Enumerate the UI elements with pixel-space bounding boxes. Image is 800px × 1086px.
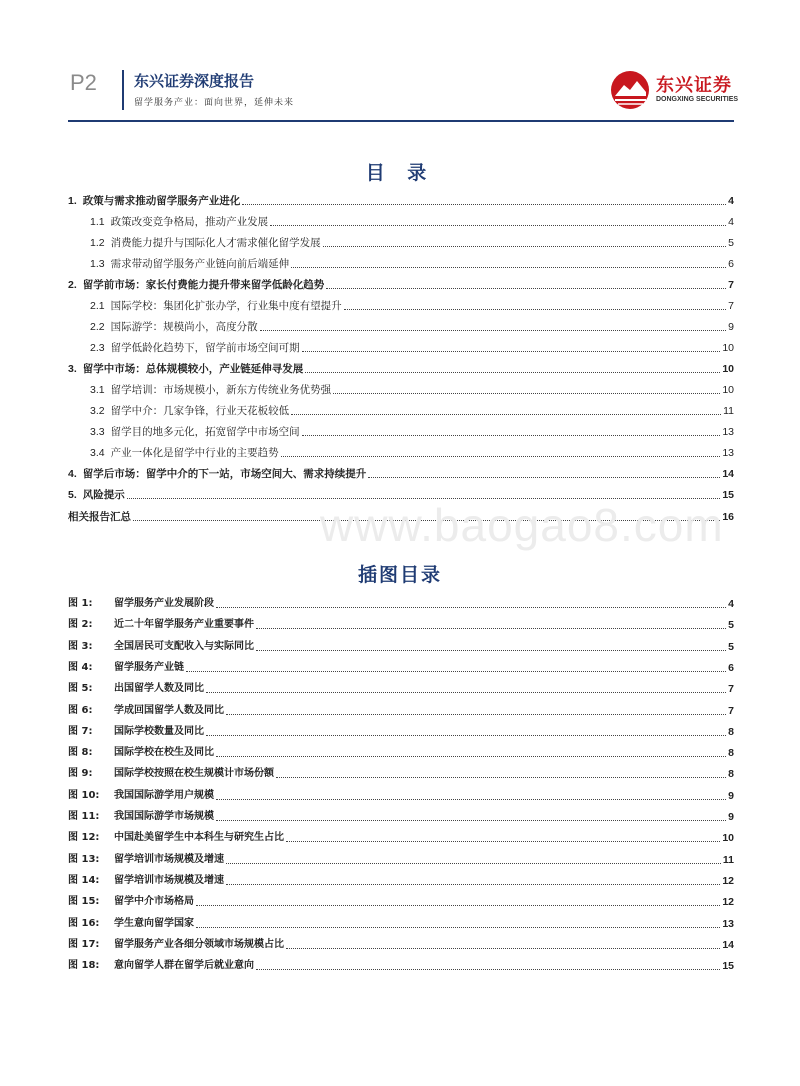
figure-item[interactable] [68,955,734,973]
figure-page: 7 [728,704,734,717]
dot-leader [226,714,726,715]
figure-page: 9 [728,789,734,802]
toc-item-number: 1.1 [90,216,105,228]
toc-item-text: 留学后市场：留学中介的下一站，市场空间大、需求持续提升 [82,468,367,480]
toc-item-text: 国际游学：规模尚小，高度分散 [110,321,258,333]
toc-item[interactable] [90,379,734,397]
toc-item-number: 3.1 [90,384,105,396]
dot-leader [323,246,727,247]
figure-number: 图 4: [68,661,93,673]
toc-item-number: 1.2 [90,237,105,249]
toc-item-label [68,362,303,376]
figure-page: 12 [722,874,734,887]
toc-item-number: 3.2 [90,405,105,417]
toc-item-label [90,299,342,313]
figure-item-label [68,810,214,824]
toc-item-number: 2.3 [90,342,105,354]
toc-item-number: 1.3 [90,258,105,270]
toc-item-number: 1. [68,195,77,207]
figure-item-label [68,640,254,654]
page-header [0,0,800,125]
figure-page: 12 [722,896,734,909]
toc-title: 目 录 [365,162,435,184]
figure-caption: 留学培训市场规模及增速 [114,874,224,886]
toc-item[interactable] [68,274,734,292]
toc-item-page: 13 [722,426,734,438]
toc-item-label [68,488,125,502]
company-logo [610,68,740,114]
toc-item-text: 留学中介：几家争锋，行业天花板较低 [110,405,290,417]
toc-item-page: 5 [728,237,734,249]
toc-item[interactable] [90,295,734,313]
figure-item-label [68,746,214,760]
dot-leader [276,777,726,778]
toc-item[interactable] [90,442,734,460]
toc-item[interactable] [90,400,734,418]
figure-caption: 留学服务产业各细分领域市场规模占比 [114,938,284,950]
dot-leader [302,351,721,352]
toc-item-page: 4 [728,195,734,207]
figure-item[interactable] [68,849,734,867]
figure-item-label [68,895,194,909]
toc-item[interactable] [90,253,734,271]
figure-item-label [68,767,274,781]
figure-number: 图 18: [68,960,100,972]
report-title: 东兴证券深度报告 [134,72,255,90]
toc-item-page: 11 [723,405,734,417]
toc-item-number: 3.4 [90,447,105,459]
figure-item[interactable] [68,827,734,845]
dot-leader [196,927,720,928]
toc-item-text: 需求带动留学服务产业链向前后端延伸 [110,258,290,270]
dot-leader [242,204,726,205]
figure-caption: 国际学校在校生及同比 [114,747,214,759]
toc-item-label [68,278,324,292]
dot-leader [368,477,720,478]
toc-item[interactable] [68,463,734,481]
figure-caption: 出国留学人数及同比 [114,683,204,695]
figure-number: 图 13: [68,853,100,865]
figure-number: 图 9: [68,768,93,780]
figure-number: 图 10: [68,789,100,801]
figure-page: 4 [728,598,734,610]
figure-number: 图 12: [68,832,100,844]
dot-leader [216,607,726,608]
figure-number: 图 7: [68,725,93,737]
figure-item[interactable] [68,806,734,824]
figure-caption: 留学培训市场规模及增速 [114,853,224,865]
toc-item[interactable] [90,337,734,355]
figure-page: 8 [728,768,734,781]
toc-item-text: 消费能力提升与国际化人才需求催化留学发展 [110,237,321,249]
toc-item-text: 政策改变竞争格局，推动产业发展 [110,216,269,228]
toc-item[interactable] [90,211,734,229]
toc-item-number: 2.1 [90,300,105,312]
figure-item-label [68,661,184,675]
toc-item-page: 16 [722,511,734,523]
toc-item-text: 政策与需求推动留学服务产业进化 [82,195,241,207]
toc-item-label [68,510,131,524]
toc-item-page: 6 [728,258,734,270]
toc-item-page: 13 [722,447,734,459]
figure-item[interactable] [68,785,734,803]
figure-caption: 意向留学人群在留学后就业意向 [114,960,254,972]
dot-leader [291,267,726,268]
toc-item-number: 5. [68,489,77,501]
figure-list-title: 插图目录 [357,564,442,586]
toc-item-text: 留学低龄化趋势下，留学前市场空间可期 [110,342,300,354]
figure-number: 图 15: [68,896,100,908]
figure-item-label [68,789,214,803]
figure-caption: 我国国际游学用户规模 [114,789,214,801]
toc-item-text: 留学前市场：家长付费能力提升带来留学低龄化趋势 [82,279,325,291]
figure-item[interactable] [68,721,734,739]
header-divider [122,70,124,110]
dot-leader [216,756,726,757]
toc-item-number: 3.3 [90,426,105,438]
figure-item-label [68,874,224,888]
dot-leader [270,225,726,226]
toc-item-label [68,194,240,208]
figure-caption: 留学服务产业链 [114,661,184,673]
toc-item-label [90,404,289,418]
figure-item-label [68,853,224,867]
figure-item[interactable] [68,891,734,909]
dot-leader [196,905,720,906]
figure-item-label [68,938,284,952]
dot-leader [206,692,726,693]
dot-leader [256,628,726,629]
watermark: www.baogao8.com [320,499,724,551]
figure-caption: 学成回国留学人数及同比 [114,704,224,716]
figure-item[interactable] [68,657,734,675]
figure-item[interactable] [68,636,734,654]
figure-page: 13 [722,917,734,930]
toc-item-label [90,341,300,355]
figure-page: 14 [722,938,734,951]
dot-leader [256,650,726,651]
figure-item-label [68,725,204,739]
figure-item[interactable] [68,614,734,632]
dot-leader [333,393,720,394]
toc-item-label [68,467,366,481]
logo-mark-icon [610,70,650,110]
toc-item[interactable] [90,232,734,250]
toc-item-label [90,320,258,334]
toc-item-page: 10 [722,363,734,375]
dot-leader [291,414,721,415]
dot-leader [281,456,721,457]
dot-leader [305,372,720,373]
header-rule [68,120,734,122]
toc-item[interactable] [68,190,734,208]
figure-caption: 中国赴美留学生中本科生与研究生占比 [114,832,284,844]
toc-item-page: 14 [722,468,734,480]
dot-leader [286,948,720,949]
figure-number: 图 2: [68,619,93,631]
figure-caption: 我国国际游学市场规模 [114,811,214,822]
toc-item-label [90,215,268,229]
toc-item-page: 7 [728,300,734,312]
figure-item[interactable] [68,763,734,781]
figure-item-label [68,682,204,696]
report-subtitle: 留学服务产业：面向世界，延伸未来 [134,98,295,108]
toc-item-page: 4 [728,216,734,228]
figure-page: 11 [722,853,734,866]
figure-number: 图 14: [68,874,100,886]
figure-item[interactable] [68,913,734,931]
toc-item-text: 相关报告汇总 [68,511,131,523]
figure-item-label [68,597,214,611]
toc-item-page: 9 [728,321,734,333]
figure-caption: 近二十年留学服务产业重要事件 [114,619,254,631]
toc-item-page: 10 [722,342,734,354]
toc-item-text: 留学目的地多元化，拓宽留学中市场空间 [110,426,300,438]
figure-item[interactable] [68,678,734,696]
toc-item-label [90,236,321,250]
dot-leader [226,863,721,864]
toc-item-number: 2. [68,279,77,291]
figure-page: 15 [722,960,734,973]
figure-item-label [68,618,254,632]
dot-leader [344,309,727,310]
toc-item[interactable] [90,421,734,439]
toc-item-page: 7 [728,279,734,291]
toc-item[interactable] [68,358,734,376]
figure-number: 图 6: [68,704,93,716]
dot-leader [256,969,720,970]
figure-number: 图 3: [68,640,93,652]
figure-item-label [68,704,224,718]
toc-item-label [90,257,289,271]
toc-item-label [90,446,279,460]
dot-leader [206,735,726,736]
figure-page: 9 [728,811,734,823]
toc-item-number: 3. [68,363,77,375]
figure-page: 7 [728,683,734,696]
figure-number: 图 16: [68,917,100,929]
figure-item[interactable] [68,593,734,611]
dot-leader [186,671,726,672]
figure-number: 图 11: [68,811,100,822]
dot-leader [326,288,726,289]
toc-item-text: 风险提示 [82,489,125,501]
figure-item[interactable] [68,870,734,888]
dot-leader [216,820,726,821]
toc-item-text: 国际学校：集团化扩张办学，行业集中度有望提升 [110,300,342,312]
figure-number: 图 17: [68,938,100,950]
figure-number: 图 8: [68,747,93,759]
toc-item[interactable] [90,316,734,334]
figure-page: 6 [728,661,734,674]
figure-page: 10 [722,832,734,845]
toc-item-number: 4. [68,468,77,480]
figure-item[interactable] [68,742,734,760]
toc-item-label [90,425,300,439]
figure-item-label [68,917,194,931]
figure-number: 图 5: [68,683,93,695]
figure-item[interactable] [68,934,734,952]
figure-page: 5 [728,619,734,632]
toc-item-text: 留学培训：市场规模小，新东方传统业务优势强 [110,384,332,396]
figure-page: 8 [728,747,734,760]
logo-text-cn: 东兴证券 [656,75,732,96]
figure-caption: 国际学校按照在校生规模计市场份额 [114,768,274,780]
toc-item-text: 留学中市场：总体规模较小，产业链延伸寻发展 [82,363,304,375]
figure-page: 8 [728,725,734,738]
dot-leader [216,799,726,800]
dot-leader [302,435,721,436]
figure-caption: 全国居民可支配收入与实际同比 [114,640,254,652]
toc-item-label [90,383,331,397]
toc-item-page: 15 [722,489,734,501]
logo-text-en: DONGXING SECURITIES [656,96,739,103]
figure-item[interactable] [68,700,734,718]
dot-leader [226,884,720,885]
toc-item-page: 10 [722,384,734,396]
figure-caption: 学生意向留学国家 [114,917,194,929]
toc-item-number: 2.2 [90,321,105,333]
toc-item-text: 产业一体化是留学中行业的主要趋势 [110,447,279,459]
figure-caption: 留学服务产业发展阶段 [114,598,214,609]
figure-page: 5 [728,640,734,653]
figure-caption: 国际学校数量及同比 [114,725,204,737]
dot-leader [286,841,720,842]
figure-item-label [68,959,254,973]
figure-item-label [68,831,284,845]
figure-number: 图 1: [68,598,93,609]
dot-leader [260,330,727,331]
figure-caption: 留学中介市场格局 [114,896,194,908]
page-number: P2 [70,70,97,95]
